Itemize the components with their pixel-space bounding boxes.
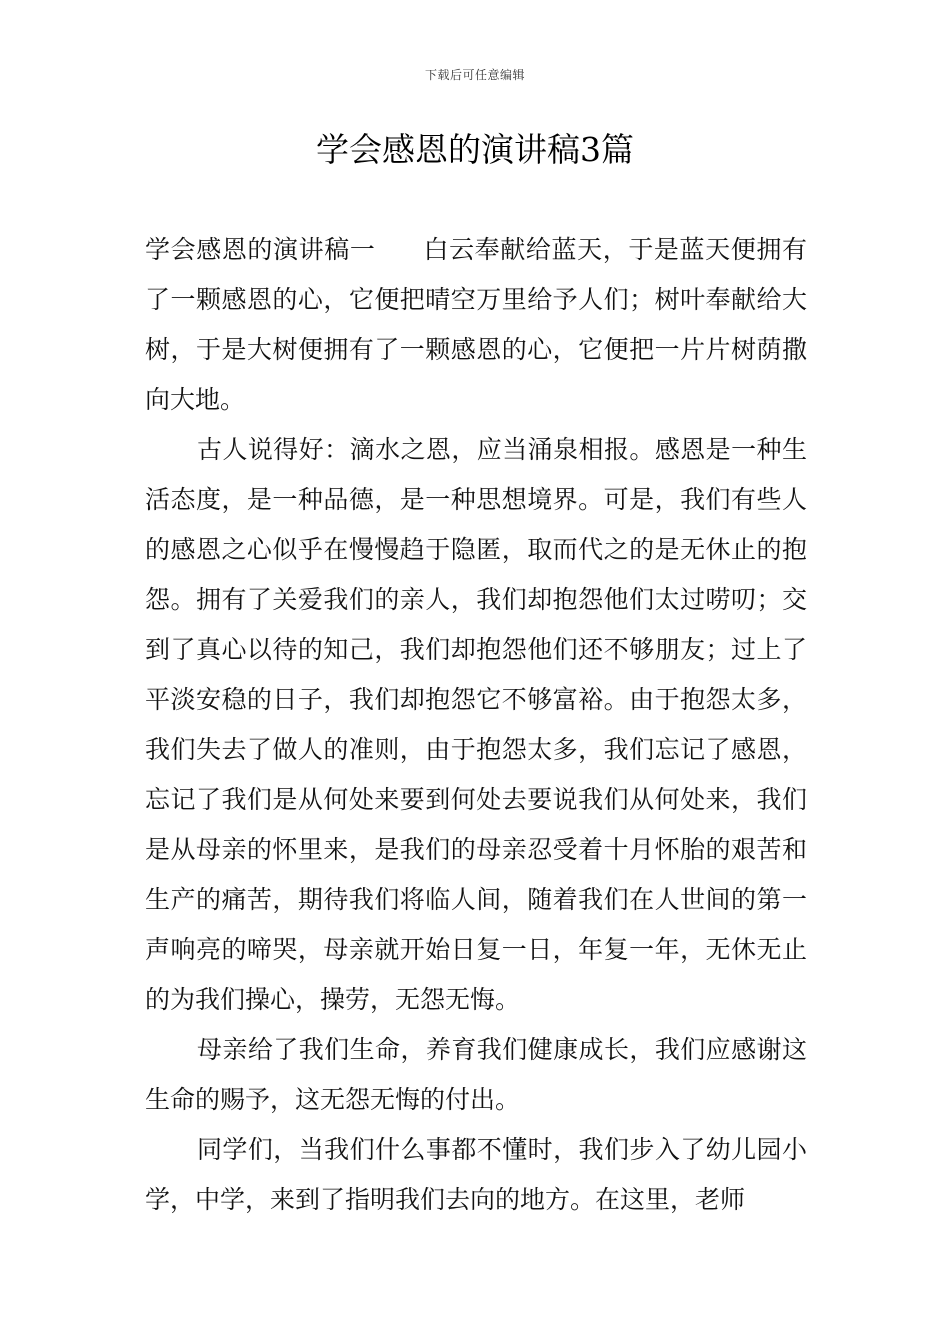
section-heading: 学会感恩的演讲稿一 xyxy=(145,235,376,264)
paragraph-4: 同学们，当我们什么事都不懂时，我们步入了幼儿园小学，中学，来到了指明我们去向的地方。在这里，老师 xyxy=(145,1135,807,1214)
paragraph-2: 古人说得好：滴水之恩，应当涌泉相报。感恩是一种生活态度，是一种品德，是一种思想境界。可是，我们有些人的感恩之心似乎在慢慢趋于隐匿，取而代之的是无休止的抱怨。拥有了关爱我们的亲人，我们却抱怨他们太过唠叨；交到了真心以待的知己，我们却抱怨他们还不够朋友；过上了平淡安稳的日子，我们却抱怨它不够富裕。由于抱怨太多，我们失去了做人的准则，由于抱怨太多，我们忘记了感恩，忘记了我们是从何处来要到何处去要说我们从何处来，我们是从母亲的怀里来，是我们的母亲忍受着十月怀胎的艰苦和生产的痛苦，期待我们将临人间，随着我们在人世间的第一声响亮的啼哭，母亲就开始日复一日，年复一年，无休无止的为我们操心，操劳，无怨无悔。 xyxy=(145,435,807,1014)
paragraph-1 xyxy=(145,225,807,425)
document-title: 学会感恩的演讲稿3篇 xyxy=(316,130,634,169)
paragraph-1-text: 白云奉献给蓝天，于是蓝天便拥有了一颗感恩的心，它便把晴空万里给予人们；树叶奉献给大树，于是大树便拥有了一颗感恩的心，它便把一片片树荫撒向大地。 xyxy=(145,235,807,414)
paragraph-3: 母亲给了我们生命，养育我们健康成长，我们应感谢这生命的赐予，这无怨无悔的付出。 xyxy=(145,1035,807,1114)
document-body xyxy=(145,225,807,1225)
header-note: 下载后可任意编辑 xyxy=(424,68,525,82)
